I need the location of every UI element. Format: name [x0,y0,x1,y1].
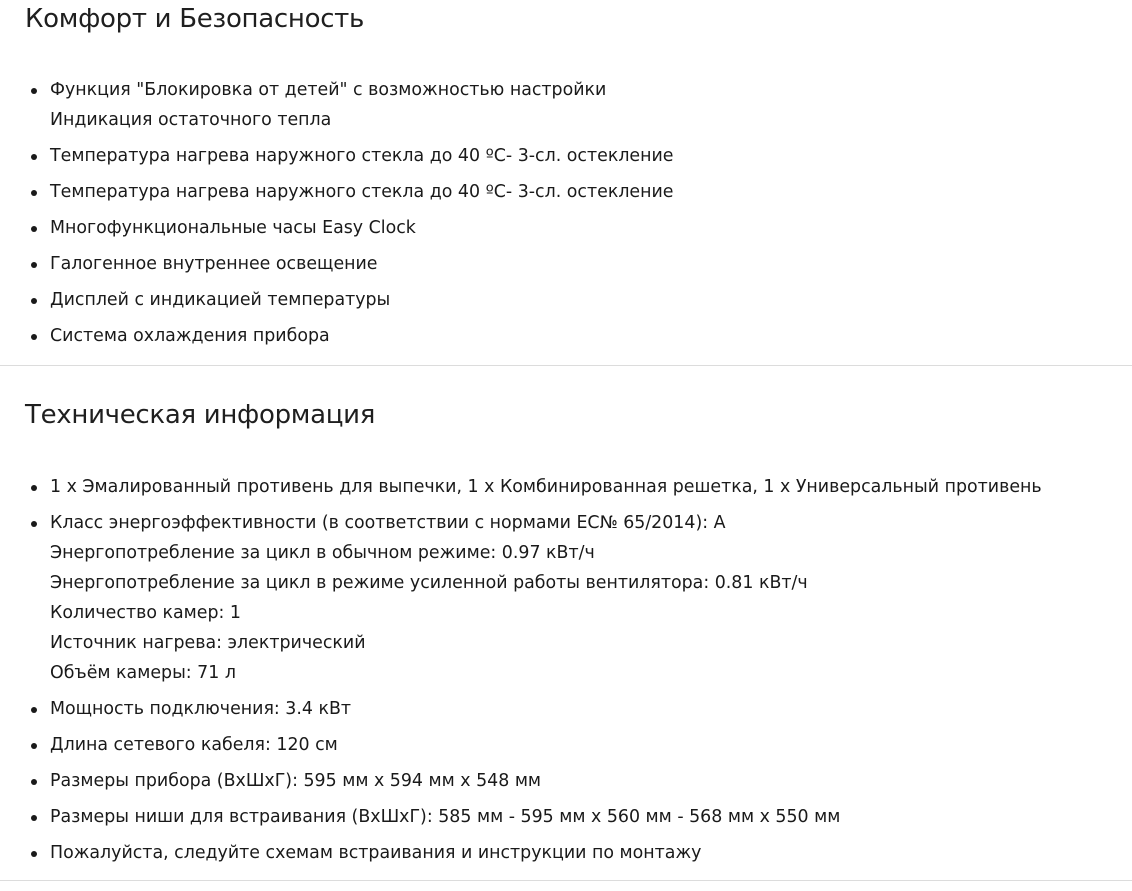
comfort-item-text: Система охлаждения прибора [50,326,330,346]
bullet-icon [31,707,37,713]
bullet-icon [31,154,37,160]
comfort-item [50,285,390,315]
comfort-item-text: Функция "Блокировка от детей" с возможностью настройки [50,80,607,100]
bullet-icon [31,334,37,340]
comfort-item-text: Галогенное внутреннее освещение [50,254,378,274]
bullet-icon [31,190,37,196]
technical-item-text: Энергопотребление за цикл в обычном режиме: 0.97 кВт/ч [50,543,595,563]
comfort-item-text: Дисплей с индикацией температуры [50,290,391,310]
comfort-item [50,249,378,279]
bullet-icon [31,262,37,268]
technical-item-text: Класс энергоэффективности (в соответствии с нормами EC№ 65/2014): A [50,513,726,533]
section-divider [0,880,1132,881]
bullet-icon [31,851,37,857]
comfort-item-text: Температура нагрева наружного стекла до 40 ºC- 3-сл. остекление [50,146,674,166]
technical-item [50,730,338,760]
technical-item-text: Источник нагрева: электрический [50,633,366,653]
technical-section-title: Техническая информация [25,400,376,430]
bullet-icon [31,226,37,232]
technical-item-text: Длина сетевого кабеля: 120 см [50,735,338,755]
bullet-icon [31,521,37,527]
technical-item [50,838,701,868]
comfort-item [50,75,606,135]
technical-item-text: Количество камер: 1 [50,603,241,623]
comfort-item [50,213,416,243]
technical-item [50,802,840,832]
bullet-icon [31,779,37,785]
technical-item-text: Мощность подключения: 3.4 кВт [50,699,352,719]
technical-item-text: Размеры ниши для встраивания (ВхШхГ): 585 мм - 595 мм x 560 мм - 568 мм x 550 мм [50,807,841,827]
bullet-icon [31,815,37,821]
technical-item-text: Пожалуйста, следуйте схемам встраивания и инструкции по монтажу [50,843,702,863]
technical-item [50,472,1042,502]
technical-item-text: Объём камеры: 71 л [50,663,236,683]
comfort-item [50,177,674,207]
bullet-icon [31,298,37,304]
technical-item [50,766,541,796]
bullet-icon [31,485,37,491]
comfort-item-text: Многофункциональные часы Easy Clock [50,218,416,238]
comfort-item [50,321,330,351]
comfort-section-title: Комфорт и Безопасность [25,4,365,34]
section-divider [0,365,1132,366]
technical-item-text: Энергопотребление за цикл в режиме усиленной работы вентилятора: 0.81 кВт/ч [50,573,808,593]
bullet-icon [31,88,37,94]
technical-item [50,508,808,688]
technical-item-text: Размеры прибора (ВхШхГ): 595 мм x 594 мм x 548 мм [50,771,542,791]
bullet-icon [31,743,37,749]
comfort-item [50,141,674,171]
comfort-item-text: Температура нагрева наружного стекла до 40 ºC- 3-сл. остекление [50,182,674,202]
technical-item-text: 1 x Эмалированный противень для выпечки, 1 x Комбинированная решетка, 1 x Универсальный противень [50,477,1042,497]
technical-item [50,694,351,724]
comfort-item-text: Индикация остаточного тепла [50,110,332,130]
